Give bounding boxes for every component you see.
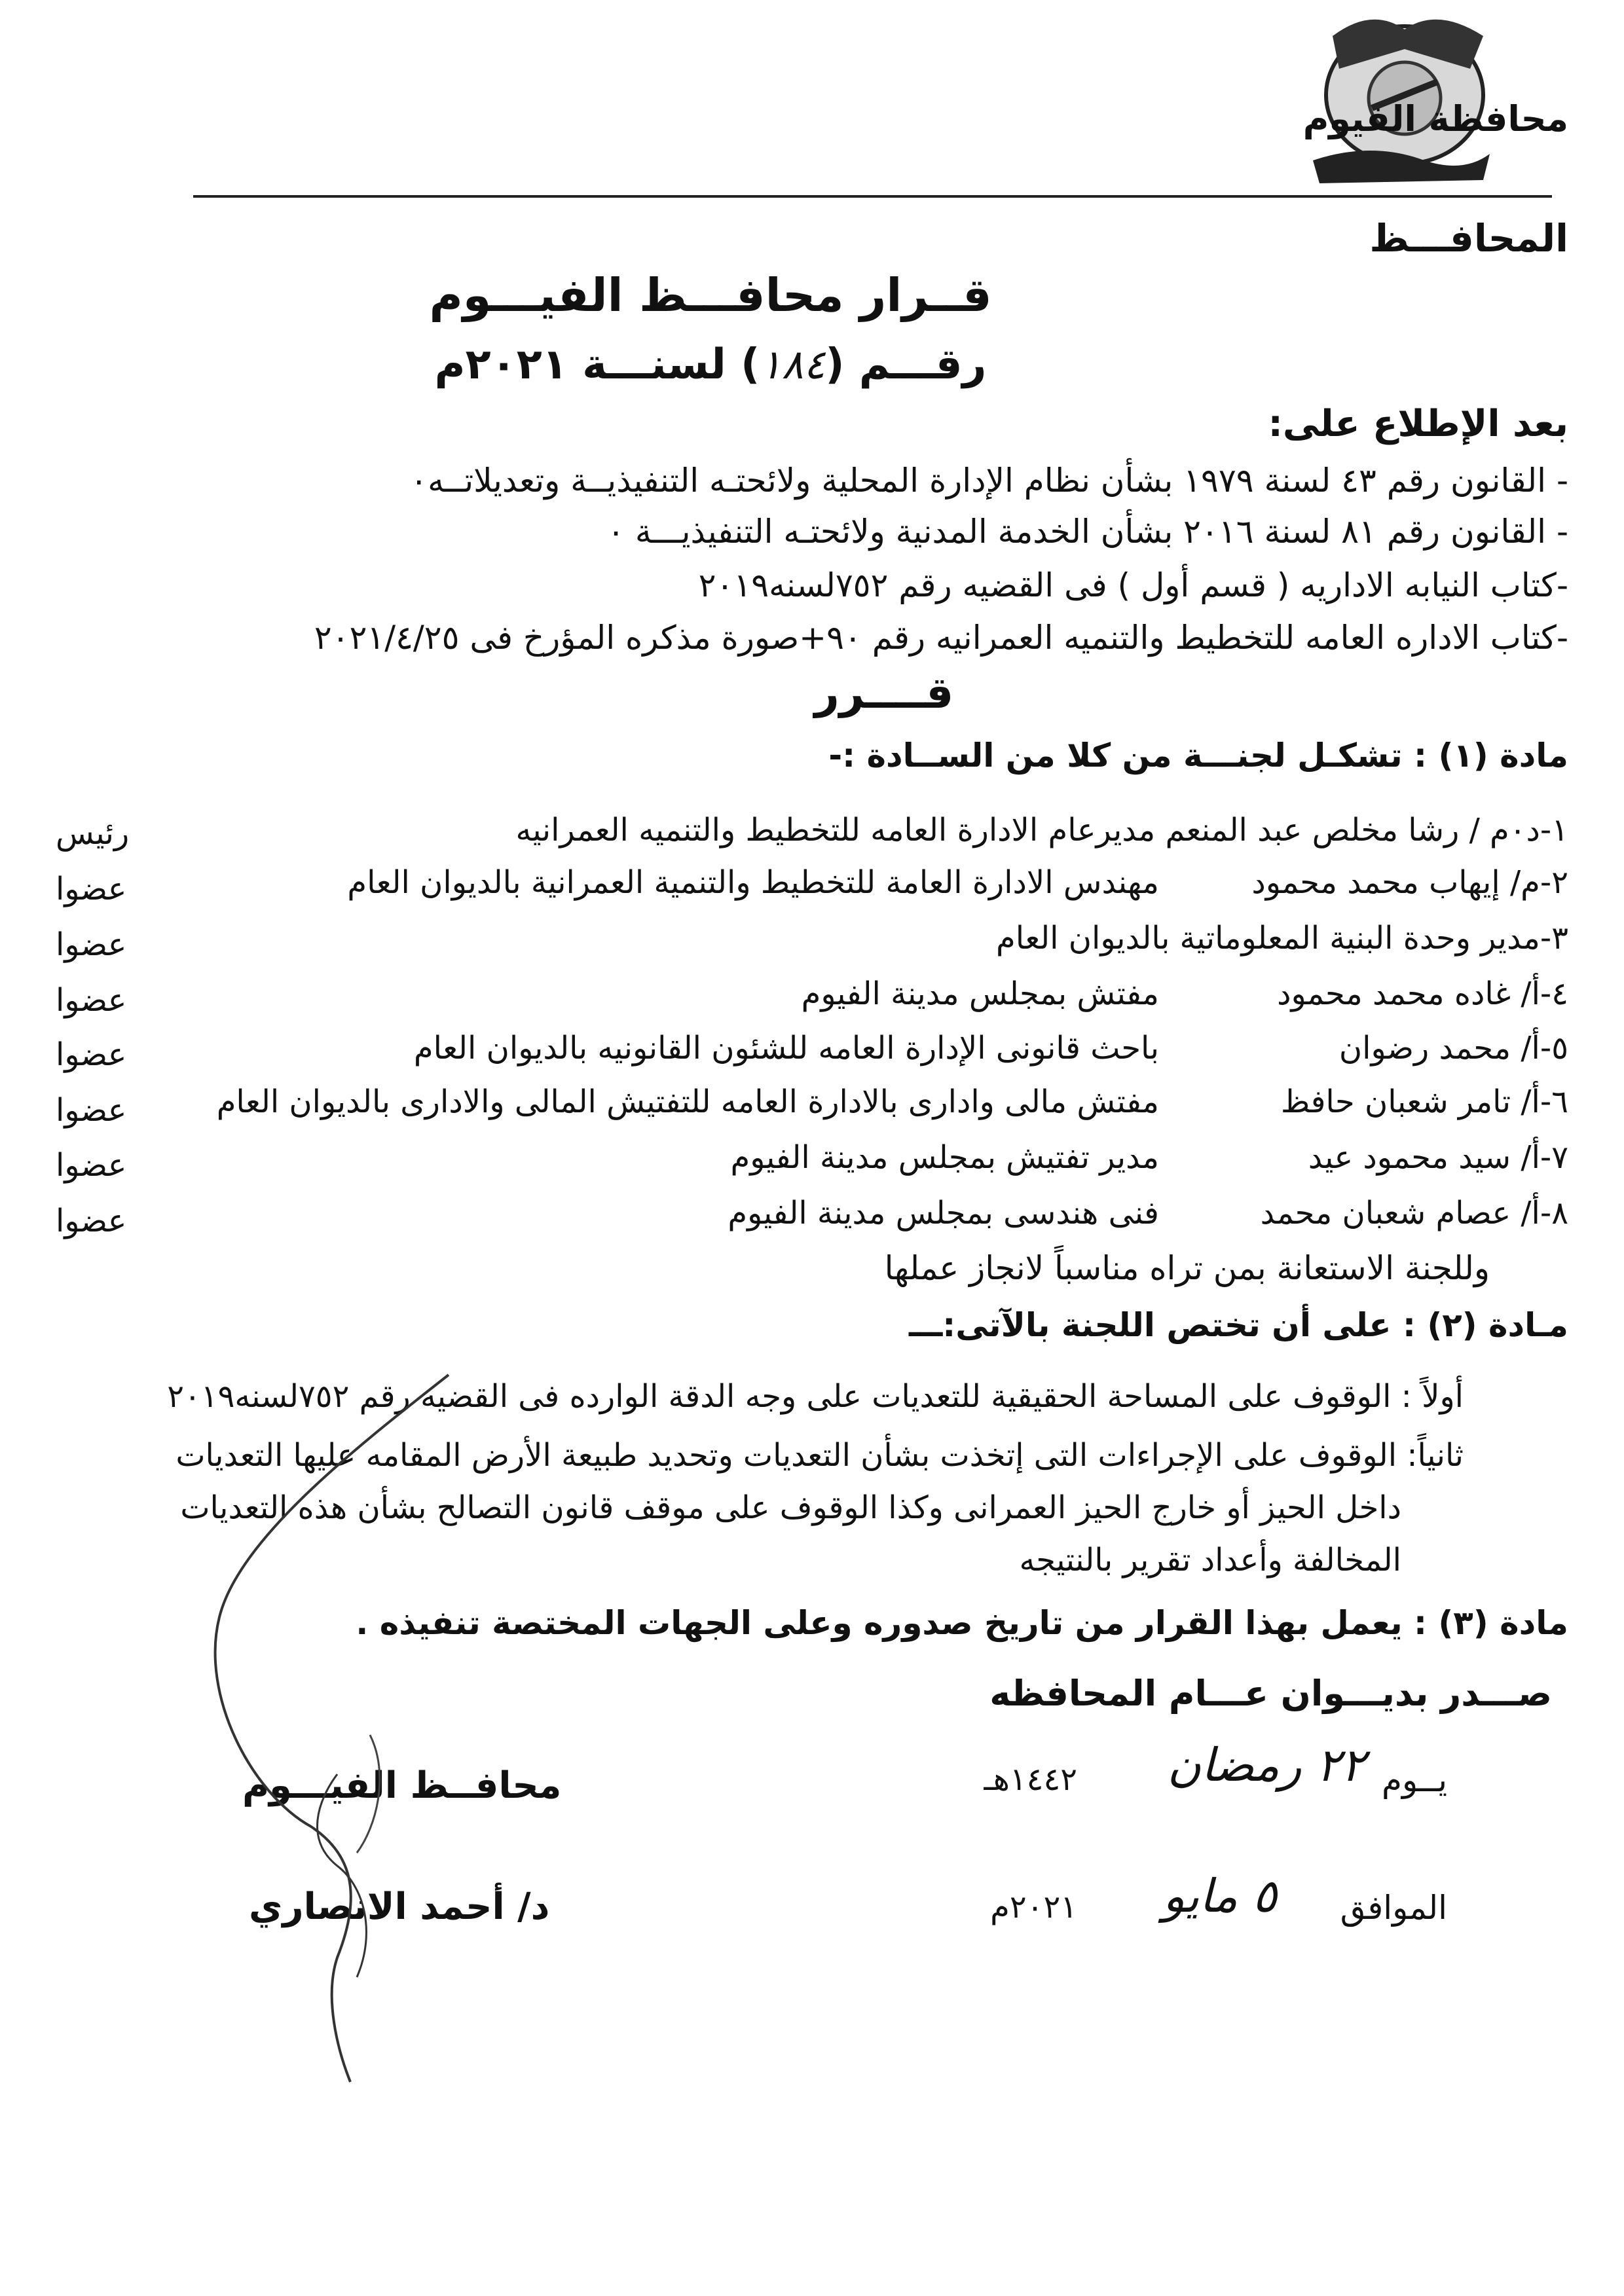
member-5-role: عضوا <box>56 1036 127 1073</box>
decision-number-prefix: رقـــم ( <box>825 340 987 389</box>
member-8-role: عضوا <box>56 1203 127 1239</box>
member-6-title: مفتش مالى وادارى بالادارة العامه للتفتيش المالى والادارى بالديوان العام <box>216 1084 1159 1120</box>
task-second-line-1: ثانياً: الوقوف على الإجراءات التى إتخذت بشأن التعديات وتحديد طبيعة الأرض المقامه عليها التعديات <box>175 1437 1464 1474</box>
member-7-name: ٧-أ/ سيد محمود عيد <box>1308 1139 1568 1176</box>
governor-name: د/ أحمد الانصاري <box>249 1886 550 1928</box>
article-3: مادة (٣) : يعمل بهذا القرار من تاريخ صدوره وعلى الجهات المختصة تنفيذه . <box>356 1604 1568 1642</box>
member-4-role: عضوا <box>56 982 127 1019</box>
decision-title: قــرار محافـــظ الفيـــوم <box>429 268 992 322</box>
task-second-line-3: المخالفة وأعداد تقرير بالنتيجه <box>1019 1542 1401 1578</box>
handwritten-signature <box>141 1368 507 2088</box>
member-6-name: ٦-أ/ تامر شعبان حافظ <box>1280 1084 1568 1120</box>
member-2-name: ٢-م/ إيهاب محمد محمود <box>1251 864 1568 901</box>
member-4-title: مفتش بمجلس مدينة الفيوم <box>801 975 1159 1012</box>
member-1-role: رئيس <box>56 815 130 852</box>
member-7-title: مدير تفتيش بمجلس مدينة الفيوم <box>730 1139 1159 1176</box>
member-2-role: عضوا <box>56 871 127 907</box>
preamble-item: - القانون رقم ٤٣ لسنة ١٩٧٩ بشأن نظام الإدارة المحلية ولائحتـه التنفيذيــة وتعديلاتــه٠ <box>410 462 1568 500</box>
decision-number-handwritten: ١٨٤ <box>760 340 826 388</box>
preamble-heading: بعد الإطلاع على: <box>1268 403 1568 445</box>
gregorian-day-handwritten: ٥ مايو <box>1162 1869 1277 1923</box>
member-8-name: ٨-أ/ عصام شعبان محمد <box>1260 1195 1568 1231</box>
member-1: ١-د٠م / رشا مخلص عبد المنعم مديرعام الادارة العامه للتخطيط والتنميه العمرانيه <box>515 812 1568 848</box>
hijri-day-handwritten: ٢٢ رمضان <box>1167 1738 1365 1792</box>
gregorian-year: ٢٠٢١م <box>990 1889 1077 1925</box>
member-4-name: ٤-أ/ غاده محمد محمود <box>1277 975 1568 1012</box>
member-5-title: باحث قانونى الإدارة العامه للشئون القانونيه بالديوان العام <box>413 1030 1159 1066</box>
member-2-title: مهندس الادارة العامة للتخطيط والتنمية العمرانية بالديوان العام <box>347 864 1159 901</box>
article-2-heading: مـادة (٢) : على أن تختص اللجنة بالآتى:ـــ <box>909 1306 1568 1344</box>
committee-note: وللجنة الاستعانة بمن تراه مناسباً لانجاز عملها <box>884 1249 1490 1287</box>
gregorian-date-label: الموافق <box>1340 1889 1447 1927</box>
task-second-line-2: داخل الحيز أو خارج الحيز العمرانى وكذا الوقوف على موقف قانون التصالح بشأن هذه التعديات <box>180 1489 1401 1526</box>
member-3: ٣-مدير وحدة البنية المعلوماتية بالديوان العام <box>996 920 1568 957</box>
governor-title: محافــظ الفيـــوم <box>242 1764 562 1807</box>
article-1-heading: مادة (١) : تشكـل لجنـــة من كلا من الســادة :- <box>828 737 1568 774</box>
issued-at: صـــدر بديـــوان عـــام المحافظه <box>989 1673 1552 1714</box>
preamble-item: - القانون رقم ٨١ لسنة ٢٠١٦ بشأن الخدمة المدنية ولائحتـه التنفيذيـــة ٠ <box>607 513 1568 551</box>
task-first: أولاً : الوقوف على المساحة الحقيقية للتعديات على وجه الدقة الوارده فى القضيه رقم ٧٥٢لسنه٢٠١٩ <box>167 1378 1464 1415</box>
governorate-name: محافظة الفيوم <box>1302 98 1568 139</box>
decided-heading: قــــرر <box>814 668 954 718</box>
member-3-role: عضوا <box>56 926 127 963</box>
preamble-item: -كتاب الاداره العامه للتخطيط والتنميه العمرانيه رقم ٩٠+صورة مذكره المؤرخ فى ٢٠٢١/٤/٢٥ <box>314 619 1568 657</box>
member-5-name: ٥-أ/ محمد رضوان <box>1338 1030 1568 1066</box>
hijri-year: ١٤٤٢هـ <box>984 1761 1077 1798</box>
decision-number-suffix: ) لسنـــة ٢٠٢١م <box>434 340 760 389</box>
member-6-role: عضوا <box>56 1092 127 1129</box>
hijri-date-label: يــوم <box>1382 1761 1447 1799</box>
member-7-role: عضوا <box>56 1147 127 1184</box>
decision-number-line <box>0 340 1421 389</box>
member-8-title: فنى هندسى بمجلس مدينة الفيوم <box>728 1195 1159 1231</box>
preamble-item: -كتاب النيابه الاداريه ( قسم أول ) فى القضيه رقم ٧٥٢لسنه٢٠١٩ <box>698 566 1568 604</box>
issuer-role: المحافـــظ <box>1369 216 1568 261</box>
header-divider <box>193 195 1552 198</box>
